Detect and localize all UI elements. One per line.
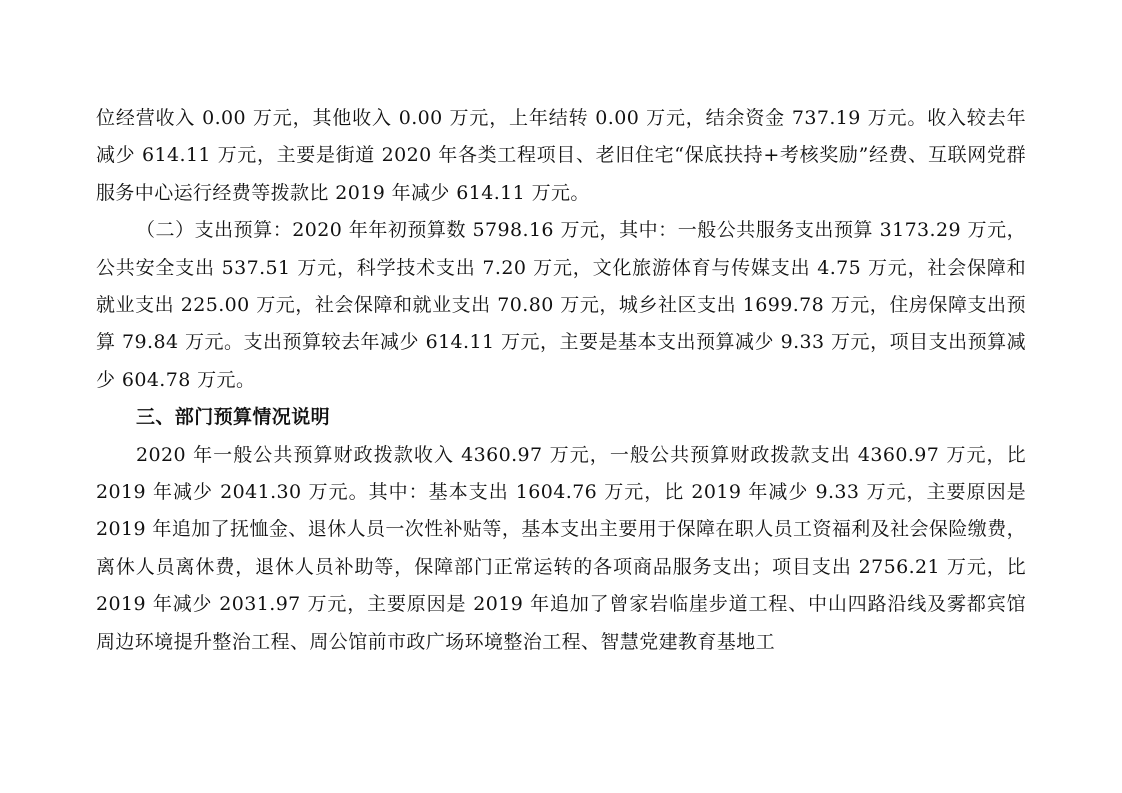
expenditure-budget-paragraph: （二）支出预算：2020 年年初预算数 5798.16 万元，其中：一般公共服务支出预算 3173.29 万元，公共安全支出 537.51 万元，科学技术支出 7.20 万元，文化旅游体育与传媒支出 4.75 万元，社会保障和就业支出 225.00 万元，社会保障和就业支出 70.80 万元，城乡社区支出 1699.78 万元，住房保障支出预算 79.84 万元。支出预算较去年减少 614.11 万元，主要是基本支出预算减少 9.33 万元，项目支出预算减少 604.78 万元。 [96,219,1026,391]
section-paragraph: 2020 年一般公共预算财政拨款收入 4360.97 万元，一般公共预算财政拨款支出 4360.97 万元，比 2019 年减少 2041.30 万元。其中：基本支出 1604.76 万元，比 2019 年减少 9.33 万元，主要原因是 2019 年追加了抚恤金、退休人员一次性补贴等，基本支出主要用于保障在职人员工资福利及社会保险缴费，离休人员离休费，退休人员补助等，保障部门正常运转的各项商品服务支出；项目支出 2756.21 万元，比 2019 年减少 2031.97 万元，主要原因是 2019 年追加了曾家岩临崖步道工程、中山四路沿线及雾都宾馆周边环境提升整治工程、周公馆前市政广场环境整治工程、智慧党建教育基地工 [96,443,1026,653]
document-page [96,100,1026,661]
income-continuation-paragraph: 位经营收入 0.00 万元，其他收入 0.00 万元，上年结转 0.00 万元，结余资金 737.19 万元。收入较去年减少 614.11 万元，主要是街道 2020 年各类工程项目、老旧住宅“保底扶持+考核奖励”经费、互联网党群服务中心运行经费等拨款比 2019 年减少 614.11 万元。 [96,107,1026,204]
section-heading: 三、部门预算情况说明 [136,406,331,429]
